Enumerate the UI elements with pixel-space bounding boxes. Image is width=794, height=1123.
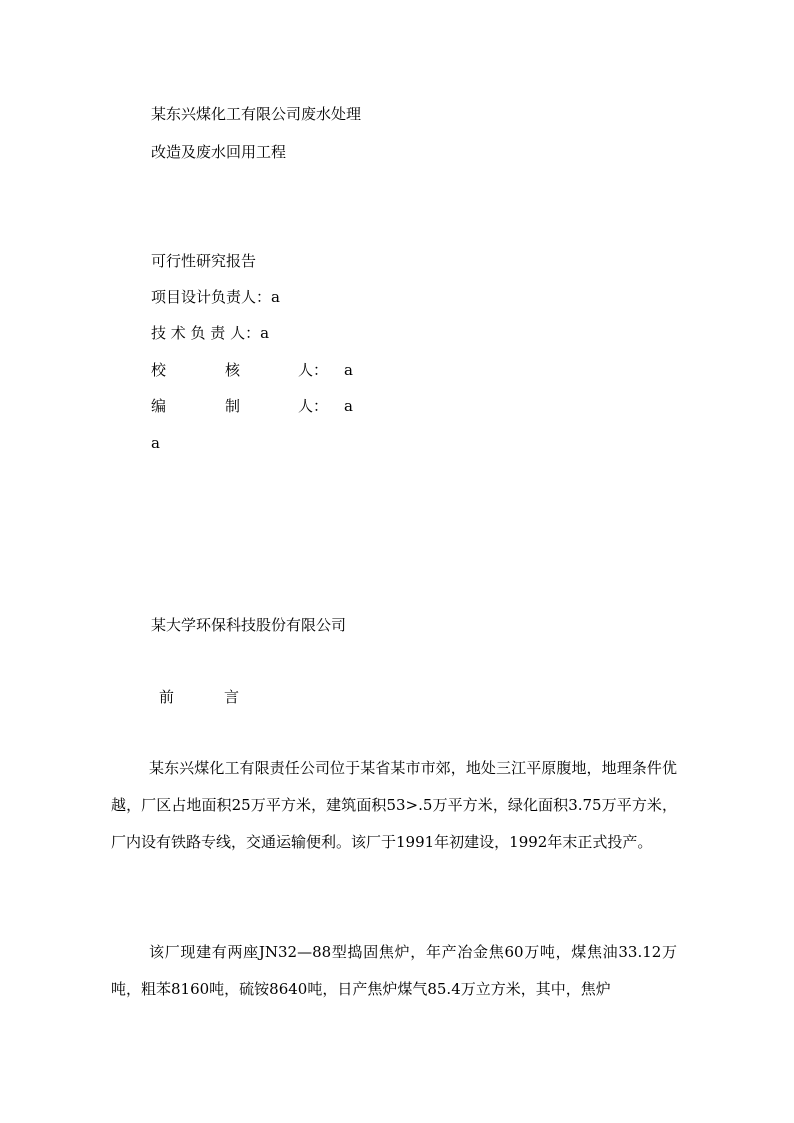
reviewer-char-2: 核 [225, 361, 241, 379]
report-type: 可行性研究报告 [151, 252, 257, 270]
reviewer-char-3: 人： [298, 361, 329, 379]
tech-lead-label: 技 术 负 责 人： [151, 324, 261, 342]
project-lead-value: a [271, 288, 280, 306]
document-title-line-1: 某东兴煤化工有限公司废水处理 [151, 105, 362, 123]
tech-lead-value: a [260, 324, 270, 342]
editor-char-3: 人： [298, 397, 329, 415]
project-lead-row [151, 287, 280, 307]
reviewer-value: a [344, 361, 353, 379]
preface-heading-char-2: 言 [224, 688, 240, 706]
extra-value: a [151, 434, 160, 452]
preface-paragraph-2: 该厂现建有两座JN32—88型捣固焦炉，年产冶金焦60万吨，煤焦油33.12万吨，粗苯8160吨，硫铵8640吨，日产焦炉煤气85.4万立方米，其中，焦炉 [111, 943, 677, 998]
organization-name: 某大学环保科技股份有限公司 [151, 616, 347, 634]
editor-row [151, 396, 411, 416]
document-title-line-2: 改造及废水回用工程 [151, 143, 287, 161]
editor-char-1: 编 [151, 397, 167, 415]
project-lead-label: 项目设计负责人： [151, 288, 272, 306]
preface-paragraph-1: 某东兴煤化工有限责任公司位于某省某市市郊，地处三江平原腹地，地理条件优越，厂区占地面积25万平方米，建筑面积53>.5万平方米，绿化面积3.75万平方米，厂内设有铁路专线，交通运输便利。该厂于1991年初建设，1992年末正式投产。 [111, 759, 677, 851]
editor-value: a [344, 397, 353, 415]
reviewer-row [151, 360, 411, 380]
reviewer-char-1: 校 [151, 361, 167, 379]
editor-char-2: 制 [225, 397, 241, 415]
tech-lead-row [151, 323, 269, 343]
preface-heading [159, 687, 419, 707]
preface-heading-char-1: 前 [159, 688, 175, 706]
